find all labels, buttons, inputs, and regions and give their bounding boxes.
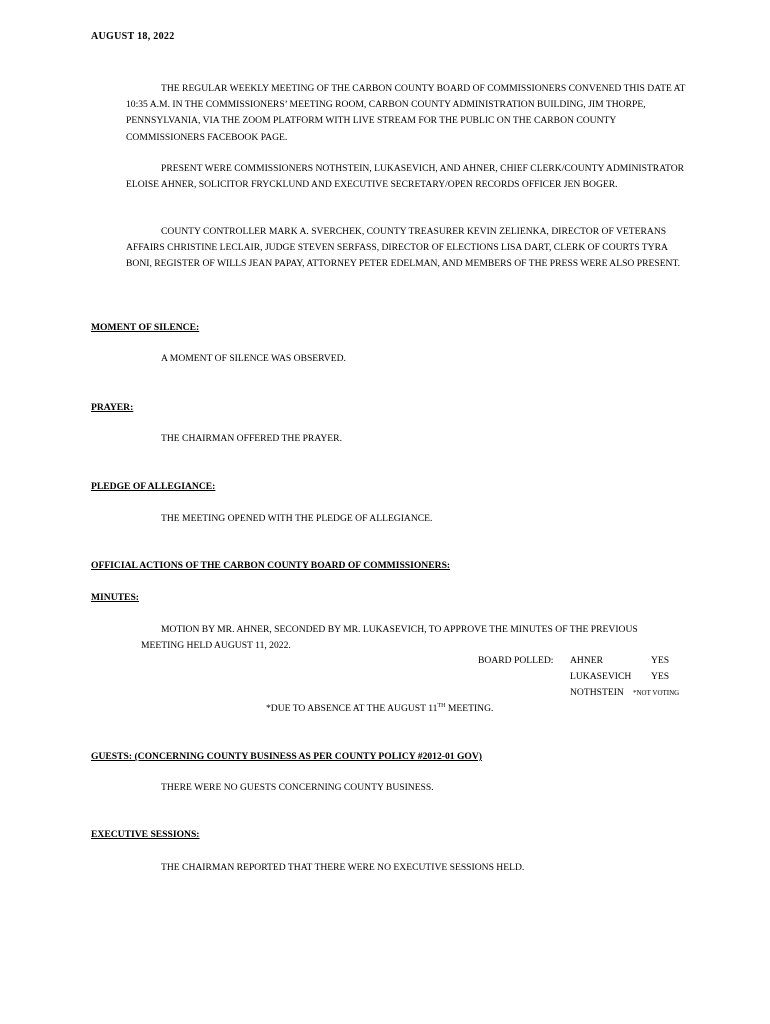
ordinal-suffix: TH [437,703,446,709]
body-executive-sessions: THE CHAIRMAN REPORTED THAT THERE WERE NO EXECUTIVE SESSIONS HELD. [161,862,525,873]
absence-note [266,703,493,714]
intro-paragraph-1 [126,81,686,146]
intro-paragraph-3 [126,224,686,273]
heading-official-actions: OFFICIAL ACTIONS OF THE CARBON COUNTY BOARD OF COMMISSIONERS: [91,560,451,571]
vote-value: YES [651,671,670,682]
vote-name: LUKASEVICH [570,671,632,682]
heading-executive-sessions: EXECUTIVE SESSIONS: [91,829,200,840]
intro-paragraph-2 [126,161,686,193]
heading-minutes: MINUTES: [91,592,139,603]
minutes-motion-text: MOTION BY MR. AHNER, SECONDED BY MR. LUKASEVICH, TO APPROVE THE MINUTES OF THE PREVIOUS MEETING HELD AUGUST 11, 2022. [141,624,638,652]
vote-value: *NOT VOTING [633,689,680,697]
intro-text-1: THE REGULAR WEEKLY MEETING OF THE CARBON COUNTY BOARD OF COMMISSIONERS CONVENED THIS DATE AT 10:35 A.M. IN THE COMMISSIONERS’ MEETING ROOM, CARBON COUNTY ADMINISTRATION BUILDING, JIM THORPE, PENNSYLVANIA, VIA THE ZOOM PLATFORM WITH LIVE STREAM FOR THE PUBLIC ON THE CARBON COUNTY COMMISSIONERS FACEBOOK PAGE. [126,83,686,143]
board-polled-label: BOARD POLLED: [478,655,554,666]
vote-name: NOTHSTEIN [570,687,624,698]
vote-name: AHNER [570,655,604,666]
absence-note-end: MEETING. [445,703,494,715]
heading-guests: GUESTS: (CONCERNING COUNTY BUSINESS AS PER COUNTY POLICY #2012-01 GOV) [91,751,482,762]
body-guests: THERE WERE NO GUESTS CONCERNING COUNTY BUSINESS. [161,782,434,793]
intro-text-2: PRESENT WERE COMMISSIONERS NOTHSTEIN, LUKASEVICH, AND AHNER, CHIEF CLERK/COUNTY ADMINISTRATOR ELOISE AHNER, SOLICITOR FRYCKLUND AND EXECUTIVE SECRETARY/OPEN RECORDS OFFICER JEN BOGER. [126,163,685,191]
body-prayer: THE CHAIRMAN OFFERED THE PRAYER. [161,433,342,444]
document-date: AUGUST 18, 2022 [91,31,175,42]
minutes-motion [141,622,661,654]
absence-note-text: *DUE TO ABSENCE AT THE AUGUST 11 [266,703,438,715]
body-moment-of-silence: A MOMENT OF SILENCE WAS OBSERVED. [161,353,346,364]
heading-prayer: PRAYER: [91,402,134,413]
body-pledge: THE MEETING OPENED WITH THE PLEDGE OF ALLEGIANCE. [161,513,433,524]
intro-text-3: COUNTY CONTROLLER MARK A. SVERCHEK, COUNTY TREASURER KEVIN ZELIENKA, DIRECTOR OF VETERANS AFFAIRS CHRISTINE LECLAIR, JUDGE STEVEN SERFASS, DIRECTOR OF ELECTIONS LISA DART, CLERK OF COURTS TYRA BONI, REGISTER OF WILLS JEAN PAPAY, ATTORNEY PETER EDELMAN, AND MEMBERS OF THE PRESS WERE ALSO PRESENT. [126,226,681,270]
heading-moment-of-silence: MOMENT OF SILENCE: [91,322,200,333]
vote-value: YES [651,655,670,666]
heading-pledge: PLEDGE OF ALLEGIANCE: [91,481,216,492]
